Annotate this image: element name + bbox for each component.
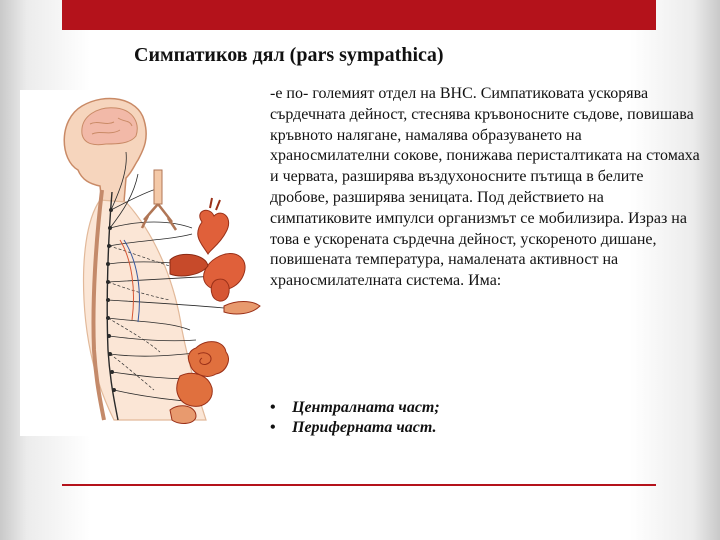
bullet-item-central xyxy=(270,398,690,418)
body-paragraph: -е по- големият отдел на ВНС. Симпатиковата ускорява сърдечната дейност, стеснява кръвоносните съдове, повишава кръвното налягане, намалява образуването на храносмилателни сокове, понижава перисталтиката на стомаха и червата, разширява въздухоносните пътища в белите дробове, разширява зеницата. Под действието на симпатиковите импулси организмът се мобилизира. Израз на това е ускорената сърдечна дейност, ускореното дишане, повишената температура, намалената активност на храносмилателната система. Има: xyxy=(270,85,700,290)
bullet-list xyxy=(270,398,690,438)
anatomy-figure xyxy=(20,90,264,436)
bullet-text: Централната част; xyxy=(292,399,440,416)
bullet-marker: • xyxy=(270,399,276,416)
bullet-item-peripheral xyxy=(270,418,690,438)
bottom-accent-line xyxy=(62,484,656,486)
slide-title: Симпатиков дял (pars sympathica) xyxy=(134,44,444,66)
sympathetic-nervous-system-illustration-icon xyxy=(20,90,264,436)
bullet-marker: • xyxy=(270,419,276,436)
top-accent-bar xyxy=(62,0,656,30)
bullet-text: Периферната част. xyxy=(292,419,437,436)
